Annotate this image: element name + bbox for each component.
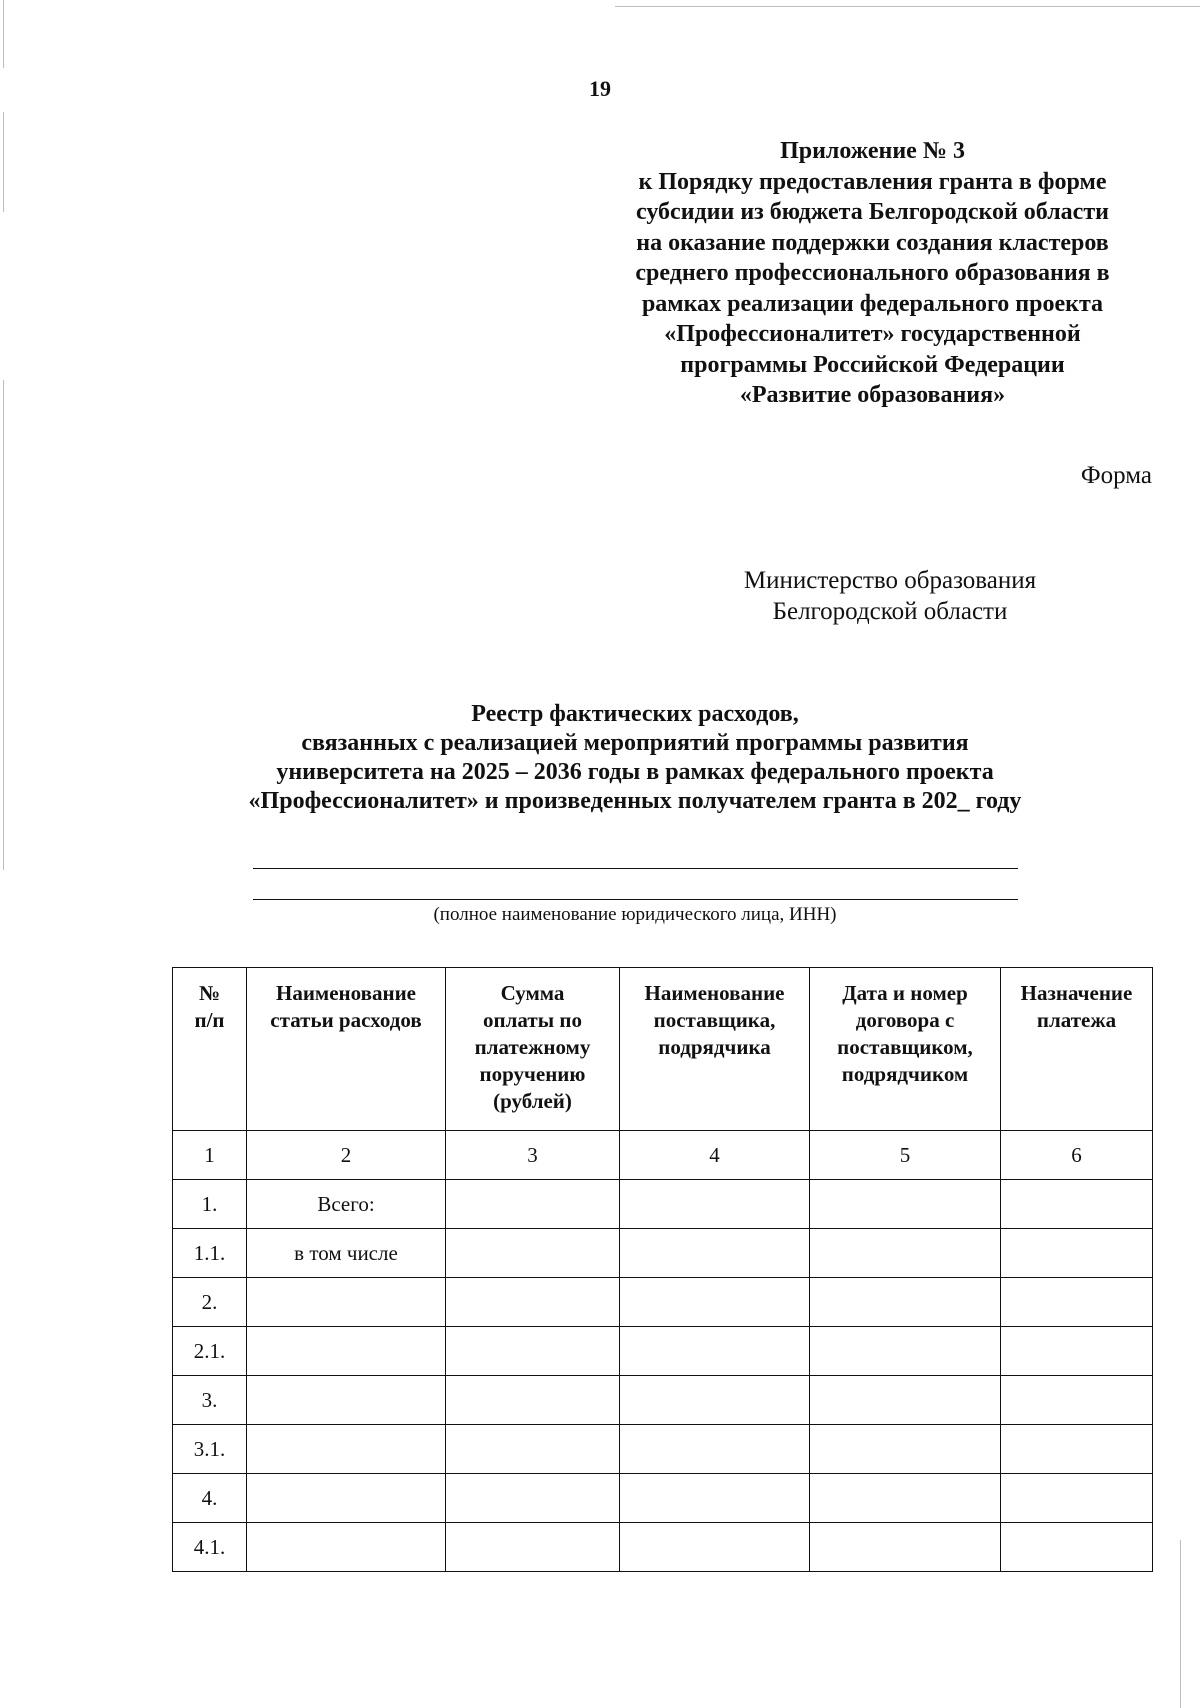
ministry-addressee bbox=[700, 565, 1080, 627]
column-number: 4 bbox=[620, 1131, 810, 1180]
appendix-line: рамках реализации федерального проекта bbox=[641, 290, 1104, 317]
table-row bbox=[173, 1180, 1153, 1229]
appendix-line: программы Российской Федерации bbox=[680, 351, 1065, 378]
supplier-cell bbox=[620, 1376, 810, 1425]
legal-entity-caption: (полное наименование юридического лица, ИНН) bbox=[433, 904, 837, 925]
scan-edge-left-middle bbox=[3, 112, 4, 212]
header-expense-item: Наименование статьи расходов bbox=[247, 968, 446, 1131]
register-title-line: Реестр фактических расходов, bbox=[471, 701, 799, 727]
contract-cell bbox=[810, 1474, 1001, 1523]
expense-item-cell bbox=[247, 1474, 446, 1523]
supplier-cell bbox=[620, 1278, 810, 1327]
purpose-cell bbox=[1001, 1474, 1153, 1523]
appendix-line: среднего профессионального образования в bbox=[635, 260, 1110, 286]
amount-cell bbox=[446, 1180, 620, 1229]
expense-item-cell bbox=[247, 1523, 446, 1572]
supplier-cell bbox=[620, 1474, 810, 1523]
appendix-line: «Развитие образования» bbox=[739, 382, 1006, 408]
legal-entity-fill-line bbox=[253, 868, 1018, 869]
scan-edge-left-upper bbox=[3, 0, 4, 68]
column-number: 2 bbox=[247, 1131, 446, 1180]
appendix-line: Приложение № 3 bbox=[780, 138, 965, 164]
purpose-cell bbox=[1001, 1523, 1153, 1572]
contract-cell bbox=[810, 1376, 1001, 1425]
expense-item-cell bbox=[247, 1278, 446, 1327]
form-label: Форма bbox=[1080, 462, 1152, 489]
supplier-cell bbox=[620, 1425, 810, 1474]
amount-cell bbox=[446, 1327, 620, 1376]
supplier-cell bbox=[620, 1327, 810, 1376]
appendix-line: «Профессионалитет» государственной bbox=[664, 321, 1081, 347]
amount-cell bbox=[446, 1425, 620, 1474]
register-title-line: университета на 2025 – 2036 годы в рамках федерального проекта bbox=[276, 759, 994, 785]
purpose-cell bbox=[1001, 1425, 1153, 1474]
expense-item-cell: в том числе bbox=[247, 1229, 446, 1278]
header-contract: Дата и номер договора с поставщиком, подрядчиком bbox=[810, 968, 1001, 1131]
row-number: 4.1. bbox=[173, 1523, 247, 1572]
supplier-cell bbox=[620, 1180, 810, 1229]
amount-cell bbox=[446, 1523, 620, 1572]
appendix-line: к Порядку предоставления гранта в форме bbox=[638, 168, 1107, 195]
contract-cell bbox=[810, 1523, 1001, 1572]
header-supplier: Наименование поставщика, подрядчика bbox=[620, 968, 810, 1131]
contract-cell bbox=[810, 1327, 1001, 1376]
register-title bbox=[0, 700, 1200, 816]
header-number: № п/п bbox=[173, 968, 247, 1131]
contract-cell bbox=[810, 1278, 1001, 1327]
expense-item-cell bbox=[247, 1376, 446, 1425]
appendix-line: на оказание поддержки создания кластеров bbox=[636, 229, 1109, 256]
amount-cell bbox=[446, 1474, 620, 1523]
row-number: 2.1. bbox=[173, 1327, 247, 1376]
appendix-header bbox=[600, 136, 1145, 411]
row-number: 4. bbox=[173, 1474, 247, 1523]
contract-cell bbox=[810, 1425, 1001, 1474]
purpose-cell bbox=[1001, 1278, 1153, 1327]
row-number: 2. bbox=[173, 1278, 247, 1327]
legal-entity-fill-line bbox=[253, 899, 1018, 900]
expense-registry-table bbox=[172, 967, 1153, 1572]
column-number: 5 bbox=[810, 1131, 1001, 1180]
contract-cell bbox=[810, 1180, 1001, 1229]
table-row bbox=[173, 1229, 1153, 1278]
table-row bbox=[173, 1474, 1153, 1523]
supplier-cell bbox=[620, 1229, 810, 1278]
expense-item-cell: Всего: bbox=[247, 1180, 446, 1229]
register-title-line: «Профессионалитет» и произведенных получателем гранта в 202_ году bbox=[248, 788, 1022, 814]
column-number: 1 bbox=[173, 1131, 247, 1180]
table-header-row bbox=[173, 968, 1153, 1131]
table-row bbox=[173, 1327, 1153, 1376]
table-row bbox=[173, 1376, 1153, 1425]
table-row bbox=[173, 1278, 1153, 1327]
column-number-row bbox=[173, 1131, 1153, 1180]
purpose-cell bbox=[1001, 1327, 1153, 1376]
ministry-line: Белгородской области bbox=[772, 598, 1008, 625]
table-row bbox=[173, 1425, 1153, 1474]
row-number: 3.1. bbox=[173, 1425, 247, 1474]
contract-cell bbox=[810, 1229, 1001, 1278]
purpose-cell bbox=[1001, 1229, 1153, 1278]
header-payment-purpose: Назначение платежа bbox=[1001, 968, 1153, 1131]
ministry-line: Министерство образования bbox=[743, 567, 1037, 594]
column-number: 6 bbox=[1001, 1131, 1153, 1180]
row-number: 1.1. bbox=[173, 1229, 247, 1278]
amount-cell bbox=[446, 1278, 620, 1327]
amount-cell bbox=[446, 1376, 620, 1425]
purpose-cell bbox=[1001, 1180, 1153, 1229]
appendix-line: субсидии из бюджета Белгородской области bbox=[636, 199, 1109, 225]
register-title-line: связанных с реализацией мероприятий программы развития bbox=[301, 730, 969, 756]
supplier-cell bbox=[620, 1523, 810, 1572]
page-number: 19 bbox=[589, 76, 611, 101]
row-number: 3. bbox=[173, 1376, 247, 1425]
column-number: 3 bbox=[446, 1131, 620, 1180]
expense-item-cell bbox=[247, 1425, 446, 1474]
table-row bbox=[173, 1523, 1153, 1572]
expense-item-cell bbox=[247, 1327, 446, 1376]
amount-cell bbox=[446, 1229, 620, 1278]
purpose-cell bbox=[1001, 1376, 1153, 1425]
scan-edge-top bbox=[615, 6, 1200, 7]
scan-edge-right bbox=[1180, 1540, 1181, 1708]
header-payment-amount: Сумма оплаты по платежному поручению (рублей) bbox=[446, 968, 620, 1131]
row-number: 1. bbox=[173, 1180, 247, 1229]
